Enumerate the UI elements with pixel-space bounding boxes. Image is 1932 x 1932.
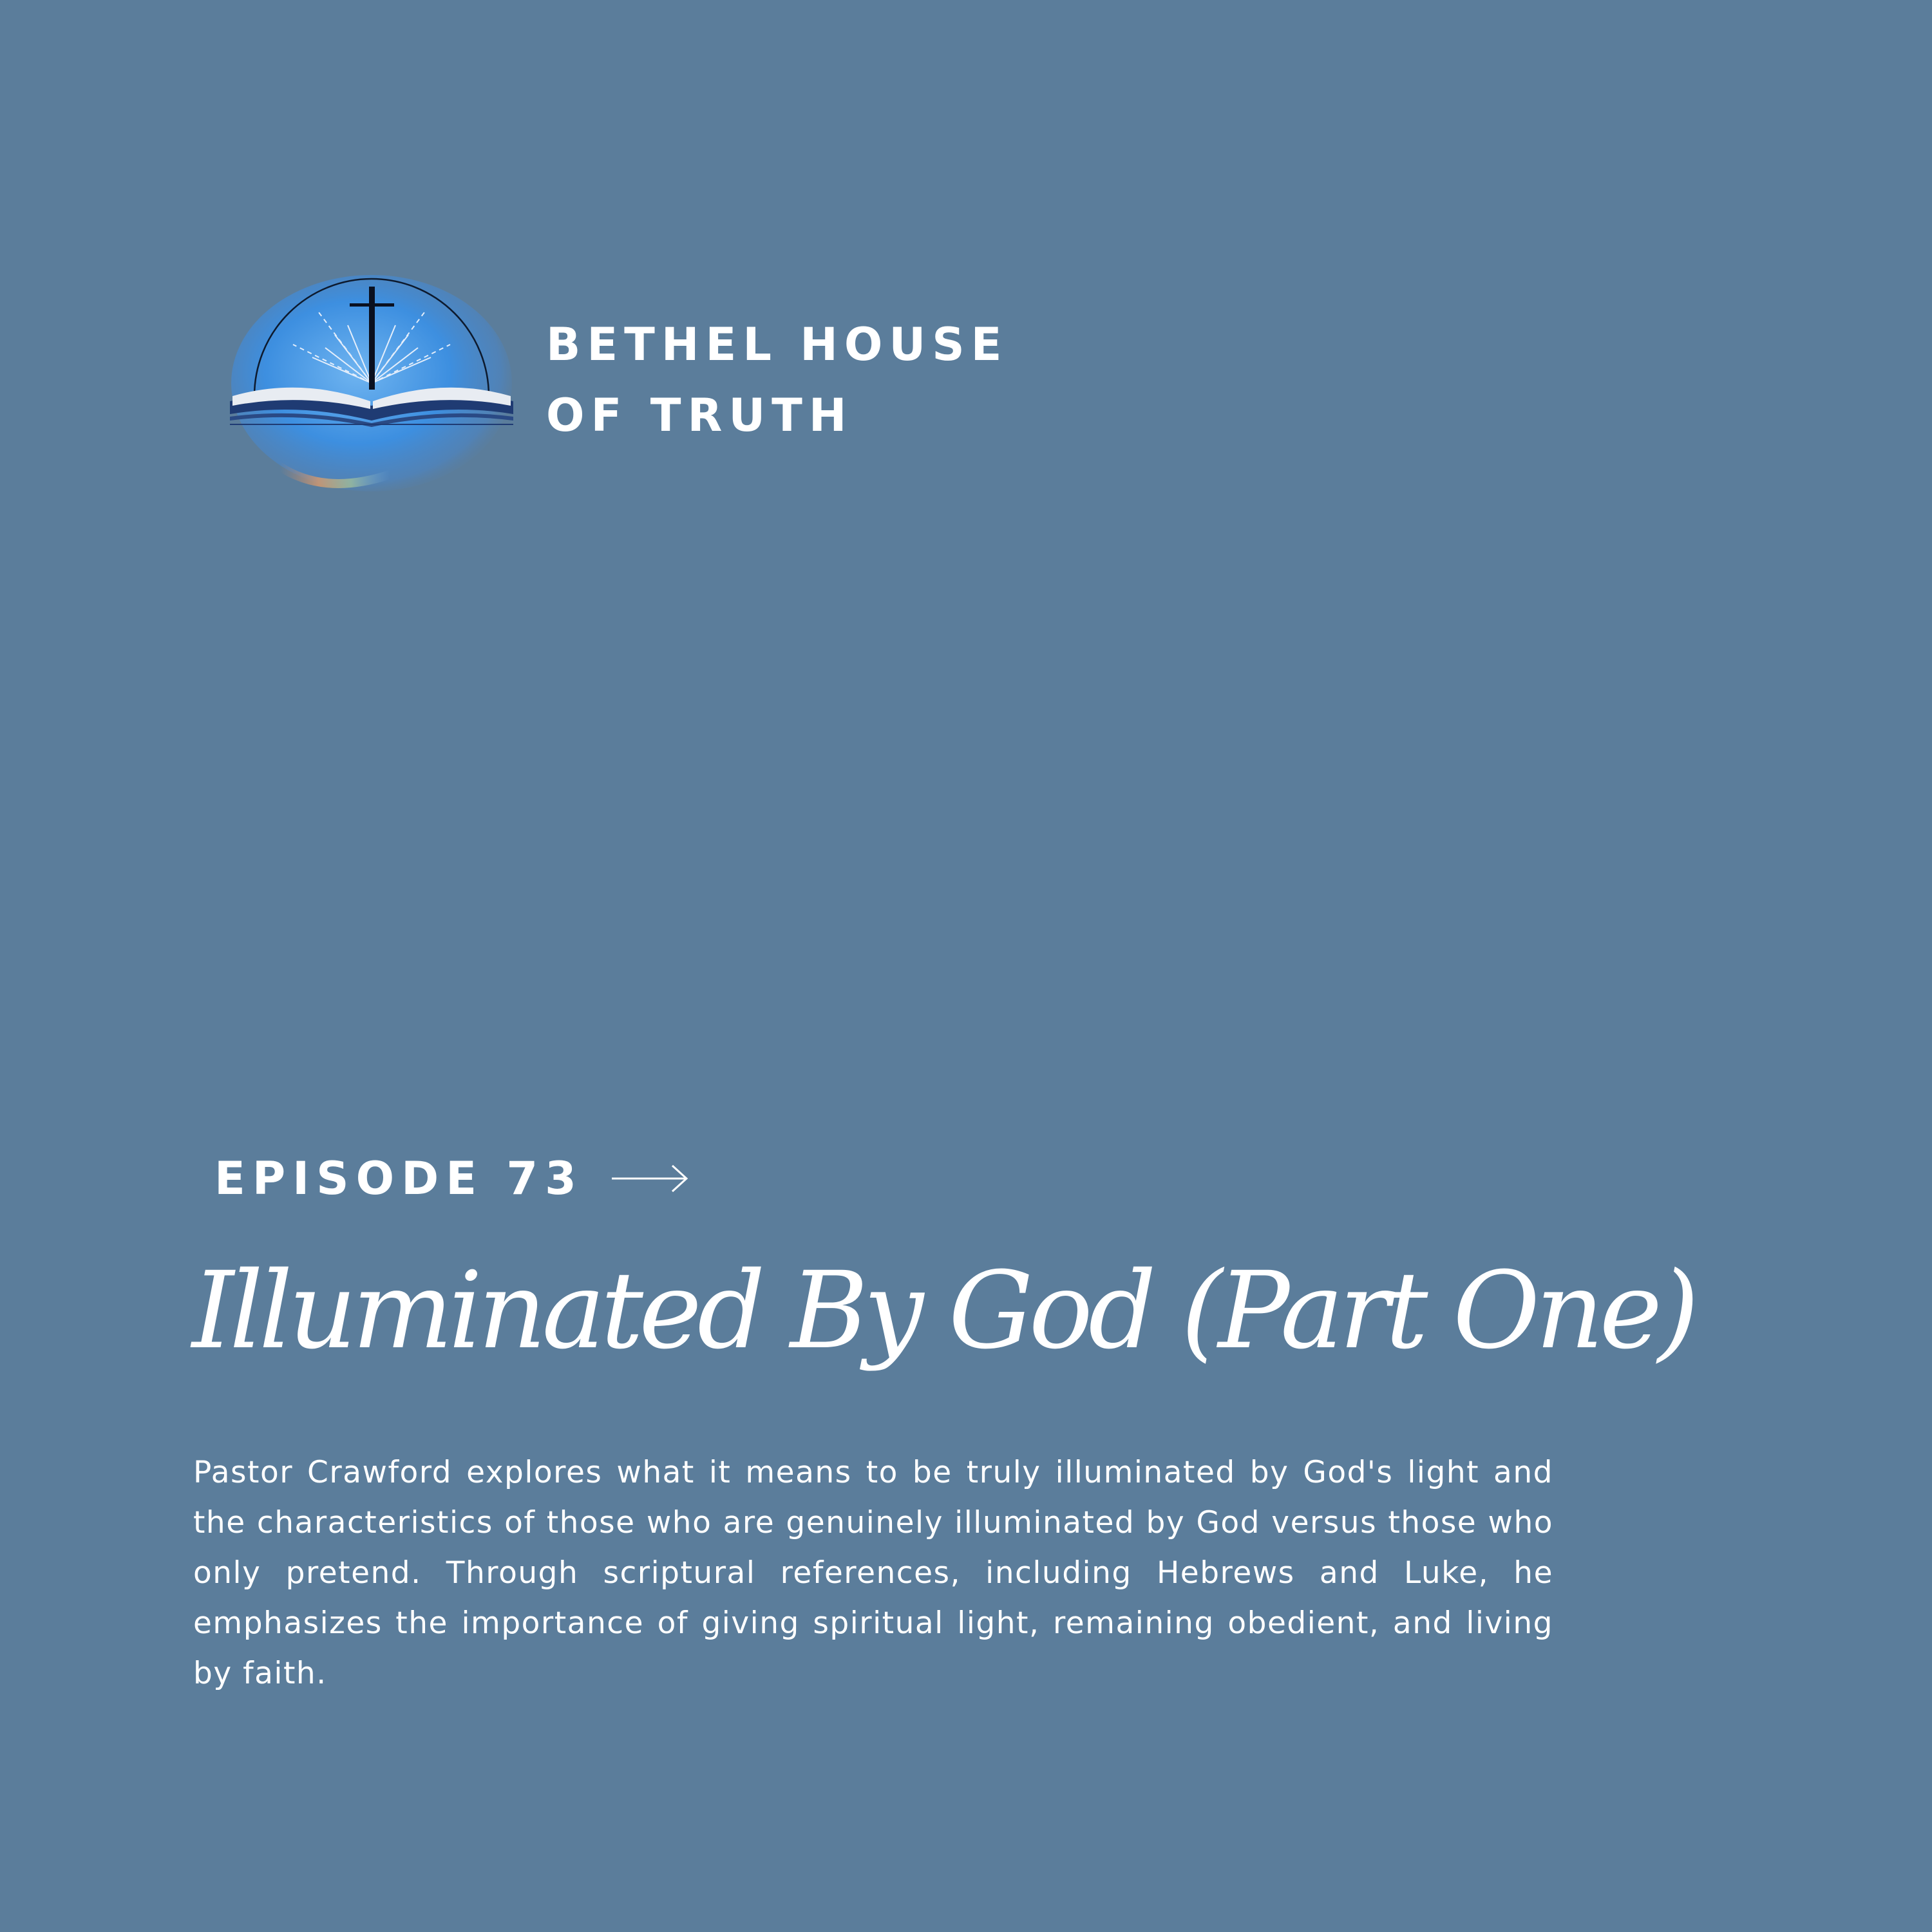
episode-title: Illuminated By God (Part One) xyxy=(192,1249,1695,1372)
brand-name xyxy=(546,309,1008,451)
open-bible-with-cross-icon xyxy=(229,274,515,493)
arrow-right-icon xyxy=(611,1162,689,1195)
bethel-logo xyxy=(229,274,515,493)
episode-label: EPISODE 73 xyxy=(214,1152,583,1205)
brand-line-2: OF TRUTH xyxy=(546,389,853,442)
episode-description: Pastor Crawford explores what it means to be truly illuminated by God's light and the characteristics of those who are genuinely illuminated by God versus those who only pretend. Through scriptural references, including Hebrews and Luke, he emphasizes the importance of giving spiritual light, remaining obedient, and living by faith. xyxy=(193,1455,1553,1691)
brand-line-1: BETHEL HOUSE xyxy=(546,318,1009,371)
episode-row xyxy=(214,1146,689,1211)
